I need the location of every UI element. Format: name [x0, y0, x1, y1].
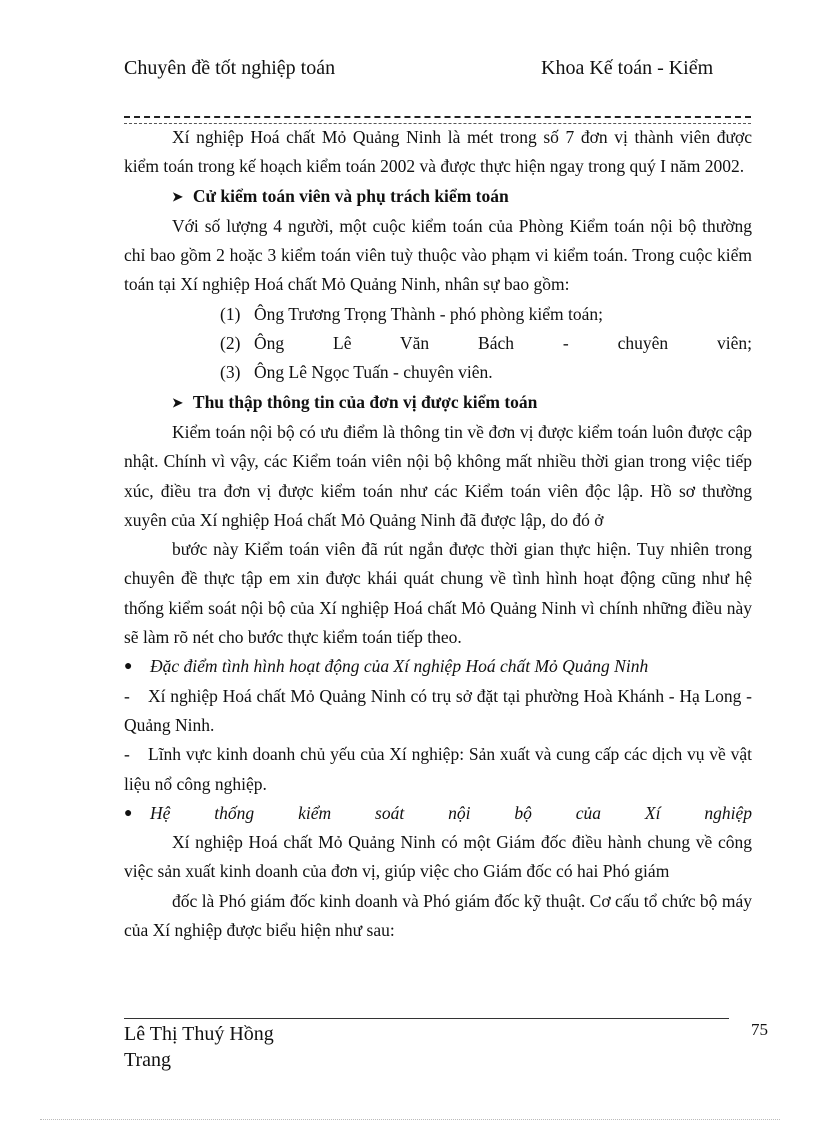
- dash-item: [124, 740, 752, 799]
- bullet-text: Đặc điểm tình hình hoạt động của Xí nghiệp Hoá chất Mỏ Quảng Ninh: [150, 656, 649, 677]
- arrowhead-icon: ➤: [172, 188, 183, 204]
- bullet-item: [124, 652, 752, 681]
- staffing-paragraph: Với số lượng 4 người, một cuộc kiểm toán của Phòng Kiểm toán nội bộ thường chỉ bao gồm 2 hoặc 3 kiểm toán viên tuỳ thuộc vào phạm vi kiểm toán. Trong cuộc kiểm toán tại Xí nghiệp Hoá chất Mỏ Quảng Ninh, nhân sự bao gồm:: [124, 215, 752, 295]
- footer-divider: [124, 1018, 729, 1019]
- staff-text: Ông Trương Trọng Thành - phó phòng kiểm toán;: [254, 303, 604, 324]
- page-edge-divider: [40, 1119, 780, 1120]
- bullet-dot-icon: ●: [124, 659, 133, 675]
- dash-text: Lĩnh vực kinh doanh chủ yếu của Xí nghiệp: Sản xuất và cung cấp các dịch vụ về vật liệu nổ công nghiệp.: [124, 744, 752, 794]
- arrowhead-icon: ➤: [172, 394, 183, 410]
- page-number: 75: [751, 1020, 768, 1039]
- staff-number: (2): [220, 333, 241, 354]
- section-heading: [124, 388, 752, 418]
- staff-number: (3): [220, 362, 241, 383]
- info-paragraph: Kiểm toán nội bộ có ưu điểm là thông tin về đơn vị được kiểm toán luôn được cập nhật. Chính vì vậy, các Kiểm toán viên nội bộ không mất nhiều thời gian trong việc tiếp xúc, điều tra đơn vị được kiểm toán như các Kiểm toán viên độc lập. Hồ sơ thường xuyên của Xí nghiệp Hoá chất Mỏ Quảng Ninh đã được lập, do đó ở: [124, 421, 752, 530]
- staff-number: (1): [220, 303, 241, 324]
- bullet-text: Hệ thống kiểm soát nội bộ của Xí nghiệp: [150, 802, 752, 823]
- intro-paragraph: Xí nghiệp Hoá chất Mỏ Quảng Ninh là mét trong số 7 đơn vị thành viên được kiểm toán trong kế hoạch kiểm toán 2002 và được thực hiện ngay trong quý I năm 2002.: [124, 127, 752, 177]
- header-left: Chuyên đề tốt nghiệp toán: [124, 57, 336, 79]
- heading-text: Thu thập thông tin của đơn vị được kiểm toán: [192, 391, 538, 412]
- staff-list-item: [124, 358, 752, 387]
- dash-marker: -: [124, 685, 130, 706]
- bullet-dot-icon: ●: [124, 805, 133, 821]
- dash-marker: -: [124, 744, 130, 765]
- footer-author: Lê Thị Thuý Hồng Trang: [124, 1023, 274, 1071]
- info-paragraph-continued: bước này Kiểm toán viên đã rút ngắn được thời gian thực hiện. Tuy nhiên trong chuyên đề thực tập em xin được khái quát chung về tình hình hoạt động cũng như hệ thống kiểm soát nội bộ của Xí nghiệp Hoá chất Mỏ Quảng Ninh vì chính những điều này sẽ làm rõ nét cho bước thực kiểm toán tiếp theo.: [124, 539, 752, 648]
- bullet-item: [124, 799, 752, 828]
- staff-text: Ông Lê Văn Bách - chuyên viên;: [254, 333, 752, 354]
- dash-text: Xí nghiệp Hoá chất Mỏ Quảng Ninh có trụ sở đặt tại phường Hoà Khánh - Hạ Long - Quảng Ninh.: [124, 685, 752, 735]
- staff-text: Ông Lê Ngọc Tuấn - chuyên viên.: [254, 362, 493, 383]
- control-paragraph-continued: đốc là Phó giám đốc kinh doanh và Phó giám đốc kỹ thuật. Cơ cấu tổ chức bộ máy của Xí nghiệp được biểu hiện như sau:: [124, 890, 752, 941]
- page-body: [124, 123, 752, 945]
- staff-list-item: [124, 329, 752, 358]
- staff-list-item: [124, 300, 752, 329]
- header-right: Khoa Kế toán - Kiểm: [541, 57, 714, 79]
- control-paragraph: Xí nghiệp Hoá chất Mỏ Quảng Ninh có một Giám đốc điều hành chung về công việc sản xuất kinh doanh của đơn vị, giúp việc cho Giám đốc có hai Phó giám: [124, 832, 752, 882]
- section-heading: [124, 182, 752, 212]
- dash-item: [124, 682, 752, 741]
- heading-text: Cử kiểm toán viên và phụ trách kiểm toán: [192, 185, 509, 206]
